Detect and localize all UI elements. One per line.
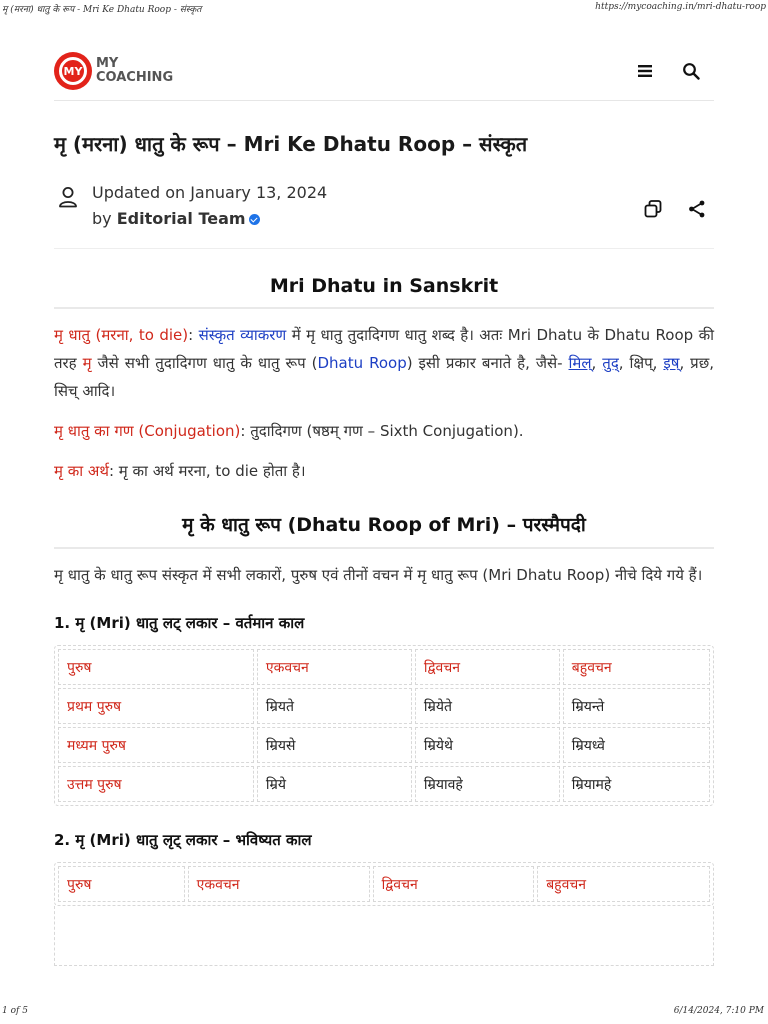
table-heading-lrit-lakar: 2. मृ (Mri) धातु लृट् लकार – भविष्यत काल xyxy=(54,831,312,849)
link-mil[interactable]: मिल् xyxy=(568,354,592,372)
table-cell: प्रथम पुरुष xyxy=(58,688,254,724)
print-footer xyxy=(0,1006,768,1020)
logo-line-1: MY xyxy=(96,56,119,71)
text-fragment: : तुदादिगण (षष्ठम् गण – Sixth Conjugation). xyxy=(240,422,524,440)
meaning-paragraph xyxy=(54,457,714,485)
share-icon[interactable] xyxy=(686,198,708,220)
table-cell: म्रियेते xyxy=(415,688,560,724)
text-fragment: जैसे सभी तुदादिगण धातु के धातु रूप ( xyxy=(91,354,318,372)
table-cell: मध्यम पुरुष xyxy=(58,727,254,763)
text-fragment: : मृ का अर्थ मरना, to die होता है। xyxy=(108,462,306,480)
text-fragment: : xyxy=(188,326,199,344)
term-mri-dhatu: मृ धातु (मरना, to die) xyxy=(54,326,189,344)
term-mri: मृ xyxy=(82,354,92,372)
logo-line-2: COACHING xyxy=(96,70,174,85)
table-cell: म्रियावहे xyxy=(415,766,560,802)
link-ish[interactable]: इष् xyxy=(663,354,680,372)
term-conjugation: मृ धातु का गण (Conjugation) xyxy=(54,422,241,440)
header-actions xyxy=(634,60,702,82)
author-name[interactable]: Editorial Team xyxy=(116,209,246,228)
text-fragment: , प्रछ, सिच् आदि। xyxy=(54,354,714,400)
header-divider xyxy=(54,100,714,101)
print-page-number: 1 of 5 xyxy=(2,1006,28,1016)
article-meta xyxy=(54,182,714,238)
section-heading-dhatu-roop: मृ के धातु रूप (Dhatu Roop of Mri) – परस्मैपदी xyxy=(54,511,714,549)
site-logo[interactable] xyxy=(54,52,173,90)
print-page-title: मृ (मरना) धातु के रूप - Mri Ke Dhatu Roop - संस्कृत xyxy=(2,5,202,15)
conjugation-paragraph xyxy=(54,417,714,445)
print-datetime: 6/14/2024, 7:10 PM xyxy=(673,1006,764,1016)
table-row xyxy=(58,727,710,763)
section-heading-mri-dhatu: Mri Dhatu in Sanskrit xyxy=(54,275,714,309)
byline xyxy=(92,206,327,232)
text-fragment: में मृ धातु तुदादिगण धातु शब्द है। अतः Mri Dhatu के Dhatu Roop की तरह xyxy=(54,326,714,372)
search-icon[interactable] xyxy=(680,60,702,82)
print-url: https://mycoaching.in/mri-dhatu-roop xyxy=(595,2,766,12)
page-title: मृ (मरना) धातु के रूप – Mri Ke Dhatu Roop – संस्कृत xyxy=(54,132,528,156)
table-header-cell: बहुवचन xyxy=(563,649,710,685)
byline-prefix: by xyxy=(92,209,112,228)
text-fragment: ) इसी प्रकार बनाते है, जैसे- xyxy=(406,354,569,372)
table-header-cell: एकवचन xyxy=(188,866,370,902)
table-cell: म्रियध्वे xyxy=(563,727,710,763)
table-cell: म्रियसे xyxy=(257,727,412,763)
link-dhatu-roop[interactable]: Dhatu Roop xyxy=(317,354,407,372)
table-cell: म्रिये xyxy=(257,766,412,802)
table-row xyxy=(58,688,710,724)
link-sanskrit-grammar[interactable]: संस्कृत व्याकरण xyxy=(198,326,287,344)
logo-mark xyxy=(54,52,92,90)
intro-paragraph xyxy=(54,321,714,405)
table-row xyxy=(58,866,710,902)
meta-text xyxy=(92,180,327,232)
table-cell: म्रियेथे xyxy=(415,727,560,763)
table-row xyxy=(58,766,710,802)
user-icon xyxy=(58,186,78,212)
lrit-lakar-table xyxy=(54,862,714,906)
table-header-cell: पुरुष xyxy=(58,866,185,902)
article xyxy=(54,118,714,966)
lat-lakar-table xyxy=(54,645,714,806)
menu-icon[interactable] xyxy=(634,60,656,82)
table-header-cell: पुरुष xyxy=(58,649,254,685)
table-header-cell: एकवचन xyxy=(257,649,412,685)
article-actions xyxy=(642,198,708,220)
meta-divider xyxy=(54,248,714,249)
updated-date: Updated on January 13, 2024 xyxy=(92,183,328,202)
logo-wordmark xyxy=(96,57,173,85)
text-fragment: , क्षिप्, xyxy=(618,354,664,372)
print-header xyxy=(0,2,768,16)
table-row xyxy=(58,649,710,685)
verified-badge-icon xyxy=(249,214,260,225)
table-cell: म्रियते xyxy=(257,688,412,724)
table-heading-lat-lakar: 1. मृ (Mri) धातु लट् लकार – वर्तमान काल xyxy=(54,614,305,632)
table-cell: उत्तम पुरुष xyxy=(58,766,254,802)
text-fragment: , xyxy=(591,354,603,372)
site-header xyxy=(54,46,714,98)
link-tud[interactable]: तुद् xyxy=(602,354,619,372)
table-continuation xyxy=(54,906,714,966)
logo-mark-text: MY xyxy=(59,57,87,85)
term-meaning: मृ का अर्थ xyxy=(54,462,109,480)
table-header-cell: द्विवचन xyxy=(373,866,535,902)
forms-intro-paragraph: मृ धातु के धातु रूप संस्कृत में सभी लकारों, पुरुष एवं तीनों वचन में मृ धातु रूप (Mri Dhatu Roop) नीचे दिये गये हैं। xyxy=(54,566,703,584)
table-cell: म्रियन्ते xyxy=(563,688,710,724)
table-cell: म्रियामहे xyxy=(563,766,710,802)
table-header-cell: द्विवचन xyxy=(415,649,560,685)
copy-icon[interactable] xyxy=(642,198,664,220)
table-header-cell: बहुवचन xyxy=(537,866,710,902)
